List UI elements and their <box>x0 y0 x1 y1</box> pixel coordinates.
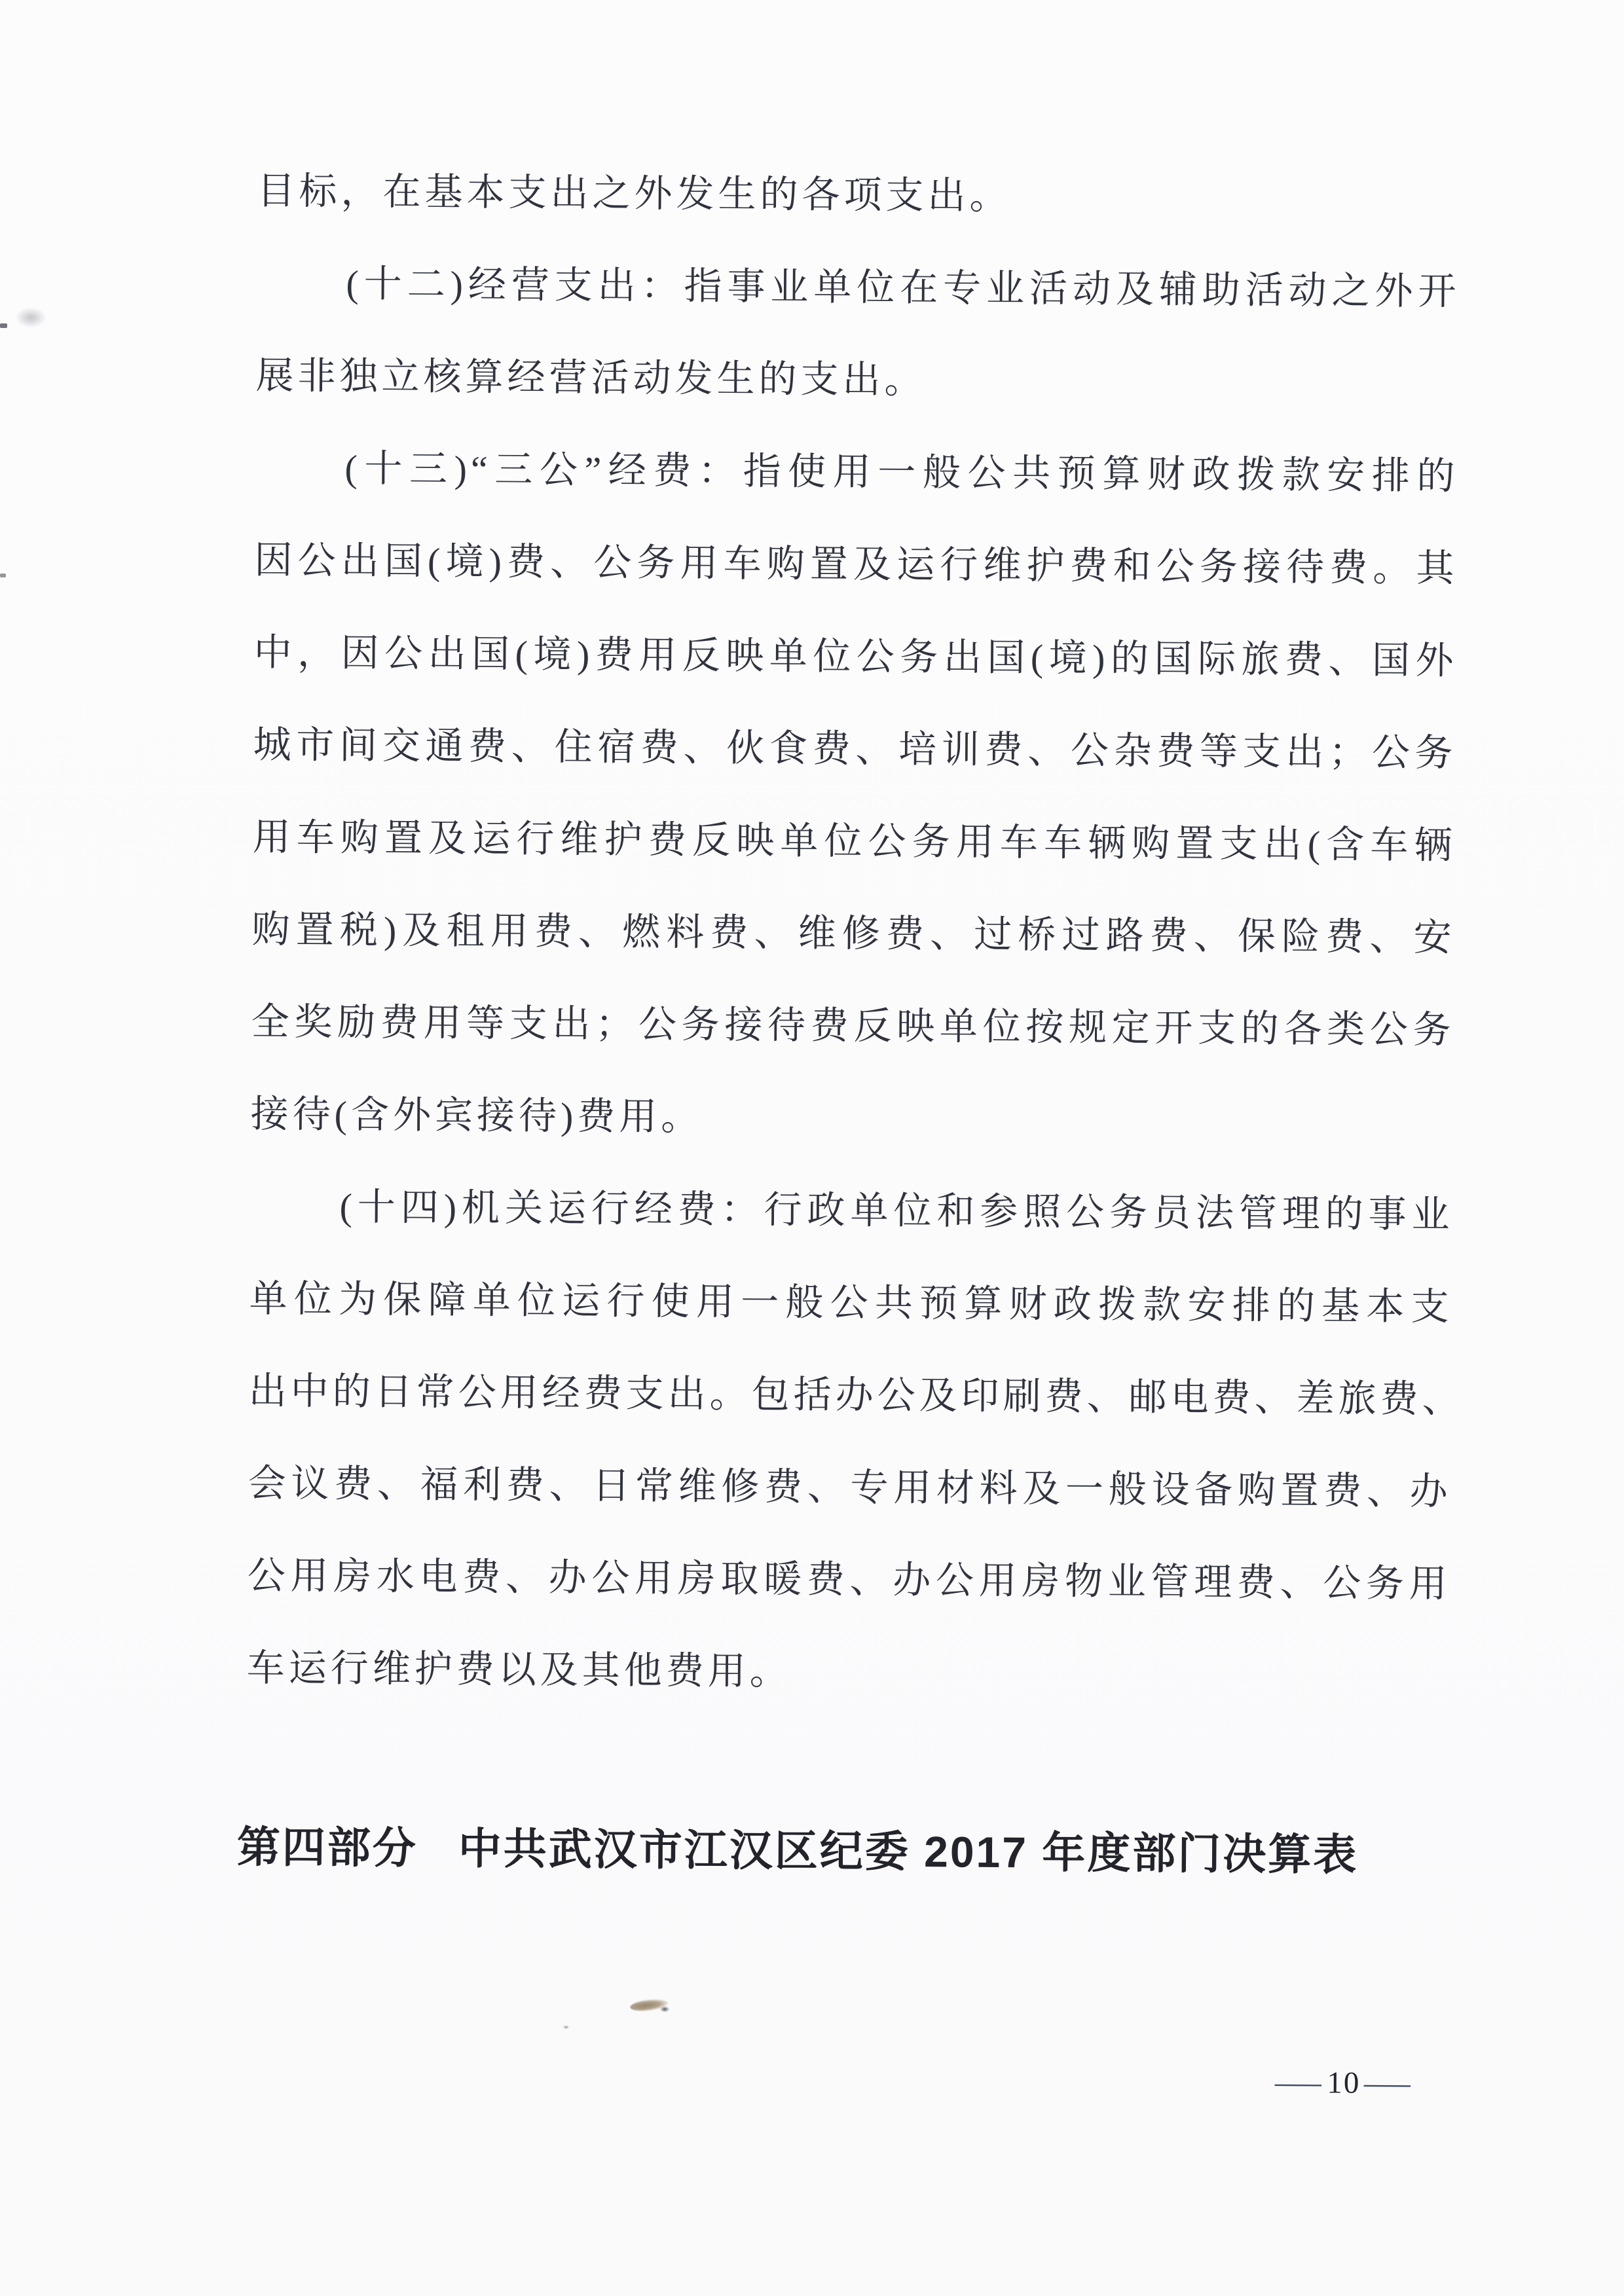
page-number-right-dash: — <box>1363 2066 1412 2101</box>
page-number-left-dash: — <box>1274 2065 1323 2100</box>
body-text-line: 接待(含外宾接待)费用。 <box>250 1092 703 1139</box>
section-heading <box>237 1823 1359 1878</box>
body-text-line: 购置税)及租用费、燃料费、维修费、过桥过路费、保险费、安 <box>251 907 1456 959</box>
scan-smudge-speck <box>660 2006 669 2012</box>
body-text-line: 中，因公出国(境)费用反映单位公务出国(境)的国际旅费、国外 <box>253 630 1458 682</box>
body-text-line: 车运行维护费以及其他费用。 <box>246 1646 792 1693</box>
page-number-value: 10 <box>1327 2066 1361 2100</box>
body-text-line: 公用房水电费、办公用房取暖费、办公用房物业管理费、公务用 <box>247 1554 1451 1605</box>
body-text-line: (十三)“三公”经费：指使用一般公共预算财政拨款安排的 <box>344 446 1459 498</box>
section-part-label: 第四部分 <box>236 1822 418 1872</box>
body-text-line: 用车购置及运行维护费反映单位公务用车车辆购置支出(含车辆 <box>252 815 1456 867</box>
body-text-line: 展非独立核算经营活动发生的支出。 <box>255 354 927 402</box>
body-text-line: 目标，在基本支出之外发生的各项支出。 <box>257 169 1012 218</box>
document-body <box>246 145 1464 1722</box>
body-text-line: 全奖励费用等支出；公务接待费反映单位按规定开支的各类公务 <box>251 1000 1455 1051</box>
page-number <box>1271 2063 1416 2104</box>
body-text-line: 因公出国(境)费、公务用车购置及运行维护费和公务接待费。其 <box>254 538 1458 590</box>
section-title: 中共武汉市江汉区纪委 2017 年度部门决算表 <box>458 1824 1359 1879</box>
body-text-line: (十四)机关运行经费：行政单位和参照公务员法管理的事业 <box>339 1185 1454 1236</box>
scan-smudge-artifact <box>629 1997 669 2013</box>
body-text-line: 城市间交通费、住宿费、伙食费、培训费、公杂费等支出；公务 <box>253 723 1457 774</box>
body-text-line: (十二)经营支出：指事业单位在专业活动及辅助活动之外开 <box>346 262 1460 313</box>
body-text-line: 单位为保障单位运行使用一般公共预算财政拨款安排的基本支 <box>249 1277 1453 1328</box>
body-text-line: 会议费、福利费、日常维修费、专用材料及一般设备购置费、办 <box>248 1461 1452 1513</box>
scan-speck-artifact <box>563 2025 569 2029</box>
body-text-line: 出中的日常公用经费支出。包括办公及印刷费、邮电费、差旅费、 <box>248 1369 1464 1421</box>
